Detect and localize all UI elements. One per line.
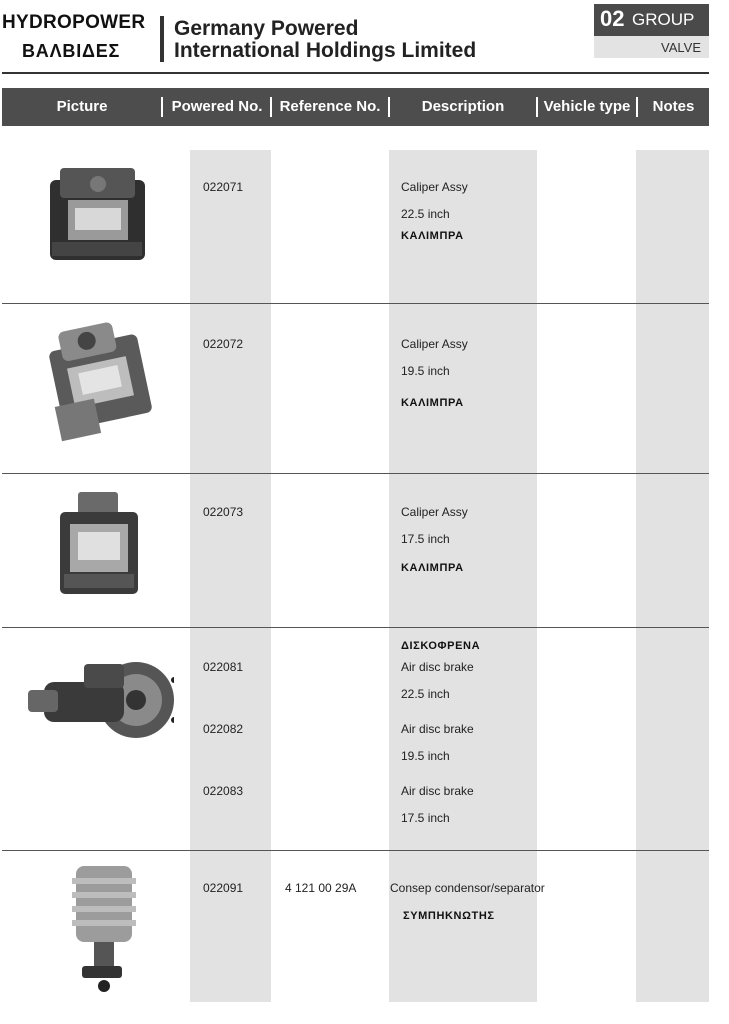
description-line: 19.5 inch: [401, 364, 450, 378]
column-header-reference-no: Reference No.: [279, 98, 381, 115]
description-line: 22.5 inch: [401, 207, 450, 221]
row-divider: [2, 303, 709, 304]
description-line: 17.5 inch: [401, 532, 450, 546]
brake-caliper-icon: [20, 490, 170, 600]
brake-caliper-icon: [20, 160, 170, 270]
row-divider: [2, 473, 709, 474]
header-separator: [161, 97, 163, 117]
header-rule: [2, 72, 709, 74]
row-divider: [2, 850, 709, 851]
brake-caliper-icon: [20, 318, 170, 443]
table-row-022073: [20, 490, 170, 600]
row-divider: [2, 627, 709, 628]
description-line: Air disc brake: [401, 722, 474, 736]
condenser-icon: [20, 862, 170, 997]
greek-description: ΚΑΛΙΜΠΡΑ: [401, 562, 464, 574]
powered-no-column-band: [190, 150, 271, 1002]
greek-description: ΚΑΛΙΜΠΡΑ: [401, 397, 464, 409]
table-row-022091: [20, 862, 170, 997]
part-number: 022071: [203, 180, 244, 194]
greek-description: ΚΑΛΙΜΠΡΑ: [401, 230, 464, 242]
part-number: 022081: [203, 660, 244, 674]
header-divider: [160, 16, 164, 62]
part-number: 022091: [203, 881, 244, 895]
table-row-022072: [20, 318, 170, 443]
table-header: [2, 88, 709, 126]
table-row-022071: [20, 160, 170, 270]
part-number: 022083: [203, 784, 244, 798]
column-header-notes: Notes: [652, 98, 695, 115]
disc-brake-icon: [24, 650, 174, 760]
brand-name: HYDROPOWER: [2, 12, 146, 33]
column-header-powered-no: Powered No.: [171, 98, 263, 115]
greek-description: ΣΥΜΠΗΚΝΩΤΗΣ: [403, 910, 495, 922]
group-badge: [594, 4, 709, 36]
category-label: VALVE: [661, 40, 701, 55]
description-line: Caliper Assy: [401, 180, 468, 194]
part-number: 022073: [203, 505, 244, 519]
reference-number: 4 121 00 29A: [285, 881, 357, 895]
description-line: 17.5 inch: [401, 811, 450, 825]
brand-subtitle: ΒΑΛΒΙΔΕΣ: [22, 41, 121, 61]
company-line-2: International Holdings Limited: [174, 39, 477, 62]
company-line-1: Germany Powered: [174, 17, 359, 40]
category-badge: [594, 36, 709, 58]
description-line: Air disc brake: [401, 784, 474, 798]
notes-column-band: [636, 150, 709, 1002]
description-line: 22.5 inch: [401, 687, 450, 701]
description-line: Caliper Assy: [401, 505, 468, 519]
group-number: 02: [600, 6, 625, 31]
description-column-band: [389, 150, 537, 1002]
description-line: 19.5 inch: [401, 749, 450, 763]
company-name: [174, 18, 476, 62]
description-line: Caliper Assy: [401, 337, 468, 351]
column-header-description: Description: [421, 98, 505, 115]
column-header-vehicle-type: Vehicle type: [543, 98, 631, 115]
part-number: 022082: [203, 722, 244, 736]
column-header-picture: Picture: [56, 98, 108, 115]
group-label: GROUP: [632, 10, 695, 29]
description-line: Consep condensor/separator: [390, 881, 545, 895]
table-row-disc-brake: [24, 650, 174, 760]
description-line: Air disc brake: [401, 660, 474, 674]
part-number: 022072: [203, 337, 244, 351]
greek-description-title: ΔΙΣΚΟΦΡΕΝΑ: [401, 640, 481, 652]
